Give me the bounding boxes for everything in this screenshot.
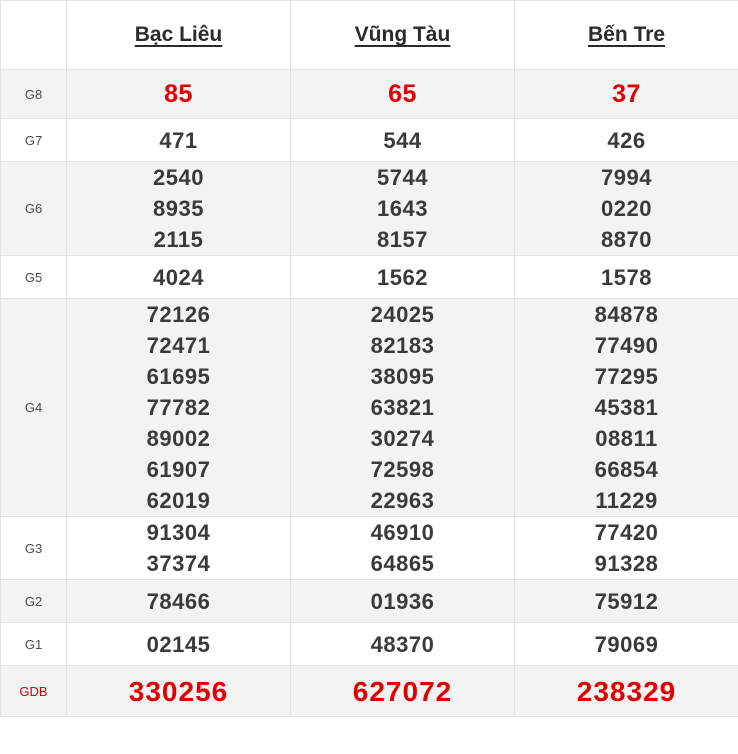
prize-cell-gdb-2	[515, 666, 738, 717]
prize-number: 77782	[146, 395, 211, 420]
prize-cell-g2-0	[67, 580, 291, 623]
table-row	[1, 623, 738, 666]
prize-cell-g6-1	[291, 162, 515, 256]
prize-cell-g3-1	[291, 517, 515, 580]
table-row	[1, 666, 738, 717]
prize-cell-g1-2	[515, 623, 738, 666]
prize-number: 91304	[146, 520, 211, 545]
table-row	[1, 119, 738, 162]
prize-number: 08811	[595, 426, 658, 451]
prize-label-g7: G7	[1, 119, 67, 162]
prize-label-g1: G1	[1, 623, 67, 666]
prize-cell-g4-2	[515, 299, 738, 517]
prize-number: 2540	[153, 165, 204, 190]
province-name-1: Vũng Tàu	[354, 23, 451, 46]
prize-number: 5744	[377, 165, 428, 190]
prize-cell-g8-0	[67, 70, 291, 119]
header-province-2	[515, 1, 738, 70]
prize-label-g5: G5	[1, 256, 67, 299]
prize-number: 330256	[128, 675, 229, 707]
prize-cell-g2-1	[291, 580, 515, 623]
prize-number: 91328	[594, 551, 659, 576]
prize-number: 544	[383, 127, 422, 153]
prize-number: 79069	[594, 631, 659, 657]
prize-cell-g6-2	[515, 162, 738, 256]
prize-number: 22963	[370, 488, 435, 513]
prize-cell-g6-0	[67, 162, 291, 256]
prize-cell-g3-0	[67, 517, 291, 580]
prize-cell-g5-2	[515, 256, 738, 299]
prize-cell-g7-2	[515, 119, 738, 162]
prize-number: 8870	[601, 227, 652, 252]
prize-number: 01936	[370, 588, 435, 614]
prize-cell-gdb-0	[67, 666, 291, 717]
table-header	[1, 1, 738, 70]
prize-number: 8157	[377, 227, 428, 252]
prize-number: 45381	[594, 395, 659, 420]
prize-number: 75912	[594, 588, 659, 614]
prize-cell-g7-1	[291, 119, 515, 162]
prize-cell-g5-0	[67, 256, 291, 299]
prize-number: 426	[607, 127, 646, 153]
prize-number: 38095	[370, 364, 435, 389]
prize-number: 89002	[146, 426, 211, 451]
prize-number: 7994	[601, 165, 652, 190]
province-name-0: Bạc Liêu	[134, 23, 223, 46]
prize-number: 02145	[146, 631, 211, 657]
prize-number: 1562	[377, 264, 428, 290]
table-row	[1, 299, 738, 517]
prize-label-g6: G6	[1, 162, 67, 256]
prize-number: 30274	[370, 426, 435, 451]
prize-number: 1643	[377, 196, 428, 221]
header-row	[1, 1, 738, 70]
prize-number: 72471	[146, 333, 211, 358]
prize-label-g3: G3	[1, 517, 67, 580]
table-row	[1, 70, 738, 119]
prize-number: 77490	[594, 333, 659, 358]
prize-cell-gdb-1	[291, 666, 515, 717]
header-province-0	[67, 1, 291, 70]
prize-cell-g4-0	[67, 299, 291, 517]
header-corner-cell	[1, 1, 67, 70]
prize-number: 65	[388, 79, 417, 108]
prize-cell-g4-1	[291, 299, 515, 517]
prize-cell-g3-2	[515, 517, 738, 580]
prize-number: 66854	[594, 457, 659, 482]
prize-label-g2: G2	[1, 580, 67, 623]
prize-number: 85	[164, 79, 193, 108]
table-body	[1, 70, 738, 717]
prize-number: 64865	[370, 551, 435, 576]
prize-cell-g2-2	[515, 580, 738, 623]
prize-number: 11229	[595, 488, 658, 513]
prize-number: 72126	[146, 302, 211, 327]
prize-number: 82183	[370, 333, 435, 358]
prize-number: 8935	[153, 196, 204, 221]
table-row	[1, 580, 738, 623]
prize-cell-g1-1	[291, 623, 515, 666]
prize-number: 84878	[594, 302, 659, 327]
prize-number: 24025	[370, 302, 435, 327]
prize-number: 238329	[576, 675, 677, 707]
prize-number: 61907	[146, 457, 211, 482]
prize-number: 37	[612, 79, 641, 108]
prize-label-g8: G8	[1, 70, 67, 119]
prize-cell-g5-1	[291, 256, 515, 299]
prize-cell-g7-0	[67, 119, 291, 162]
prize-number: 2115	[153, 227, 204, 252]
prize-number: 627072	[352, 675, 453, 707]
prize-number: 1578	[601, 264, 652, 290]
prize-number: 46910	[370, 520, 435, 545]
header-province-1	[291, 1, 515, 70]
prize-number: 37374	[146, 551, 211, 576]
table-row	[1, 256, 738, 299]
prize-number: 77295	[594, 364, 659, 389]
prize-number: 62019	[146, 488, 211, 513]
province-name-2: Bến Tre	[587, 23, 666, 46]
prize-number: 77420	[594, 520, 659, 545]
prize-cell-g8-1	[291, 70, 515, 119]
prize-cell-g1-0	[67, 623, 291, 666]
prize-number: 471	[159, 127, 198, 153]
prize-number: 0220	[601, 196, 652, 221]
table-row	[1, 162, 738, 256]
prize-number: 63821	[370, 395, 435, 420]
prize-number: 78466	[146, 588, 211, 614]
prize-label-g4: G4	[1, 299, 67, 517]
table-row	[1, 517, 738, 580]
prize-number: 4024	[153, 264, 204, 290]
prize-label-gdb: GDB	[1, 666, 67, 717]
prize-number: 48370	[370, 631, 435, 657]
prize-number: 72598	[370, 457, 435, 482]
prize-cell-g8-2	[515, 70, 738, 119]
prize-number: 61695	[146, 364, 211, 389]
